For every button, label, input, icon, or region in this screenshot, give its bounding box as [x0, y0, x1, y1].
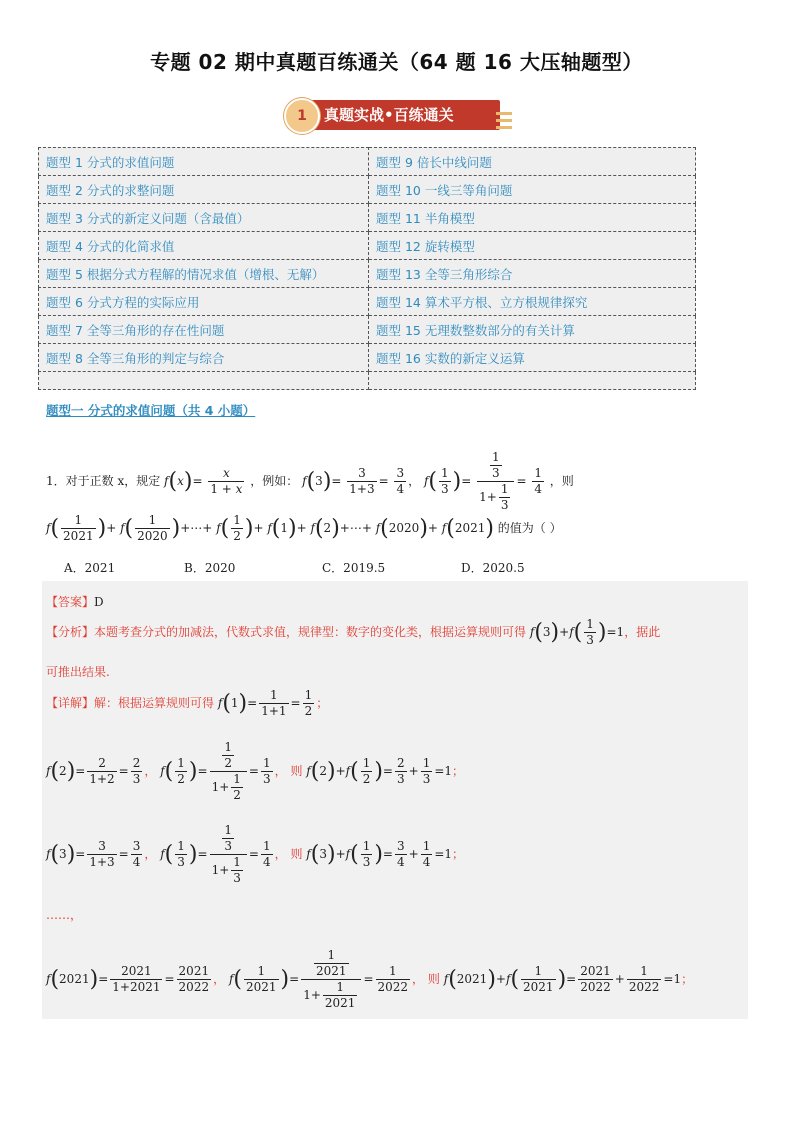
analysis-tag: 【分析】	[46, 625, 95, 639]
topic-cell[interactable]: 题型 9 倍长中线问题	[369, 148, 696, 176]
analysis-line: 【分析】本题考查分式的加减法，代数式求值，规律型：数字的变化类，根据运算规则可得 f(3)+f( $\frac{1}{3}$ )=1，据此	[46, 617, 661, 647]
topic-cell[interactable]: 题型 8 全等三角形的判定与综合	[39, 344, 369, 372]
option-d[interactable]: D．2020.5	[461, 561, 525, 575]
section-banner	[284, 98, 514, 134]
answer-tag: 【答案】	[46, 595, 95, 609]
topic-cell[interactable]: 题型 13 全等三角形综合	[369, 260, 696, 288]
banner-stripe	[496, 112, 512, 115]
then-word: 则	[290, 764, 303, 778]
topic-cell[interactable]: 题型 1 分式的求值问题	[39, 148, 369, 176]
banner-number-badge: 1	[284, 98, 320, 134]
topic-cell[interactable]: 题型 10 一线三等角问题	[369, 176, 696, 204]
option-a[interactable]: A．2021	[64, 561, 116, 575]
topic-cell[interactable]: 题型 5 根据分式方程解的情况求值（增根、无解）	[39, 260, 369, 288]
topic-cell[interactable]: 题型 6 分式方程的实际应用	[39, 288, 369, 316]
topic-cell[interactable]: 题型 7 全等三角形的存在性问题	[39, 316, 369, 344]
answer-value: D	[94, 595, 104, 609]
banner-stripe	[496, 119, 512, 122]
topic-cell[interactable]: 题型 14 算术平方根、立方根规律探究	[369, 288, 696, 316]
then-word: ，则	[549, 474, 574, 488]
topic-cell[interactable]: 题型 11 半角模型	[369, 204, 696, 232]
banner-label: 真题实战•百练通关	[324, 106, 454, 124]
topic-cell[interactable]: 题型 15 无理数整数部分的有关计算	[369, 316, 696, 344]
topic-cell[interactable]: 题型 4 分式的化简求值	[39, 232, 369, 260]
page-title: 专题 02 期中真题百练通关（64 题 16 大压轴题型）	[150, 50, 643, 74]
banner-stripe	[496, 126, 512, 129]
detail-tag: 【详解】	[46, 696, 95, 710]
topic-cell[interactable]: 题型 2 分式的求整问题	[39, 176, 369, 204]
answer-line	[46, 593, 104, 610]
option-c[interactable]: C．2019.5	[322, 561, 386, 575]
topic-cell[interactable]: 题型 3 分式的新定义问题（含最值）	[39, 204, 369, 232]
option-b[interactable]: B．2020	[184, 561, 236, 575]
topic-cell	[369, 372, 696, 390]
topic-table	[38, 147, 696, 390]
question-intro: 1．对于正数 x，规定	[46, 474, 161, 488]
detail-line: 【详解】解：根据运算规则可得 f(1)= $\frac{1}{1+1}$ = $\frac{1}{2}$ ；	[46, 688, 329, 718]
detail-text: 解：根据运算规则可得	[94, 696, 215, 710]
analysis-line-2: 可推出结果.	[46, 665, 110, 679]
then-word: 则	[290, 847, 303, 861]
value-phrase: 的值为（ ）	[497, 521, 562, 535]
question-line-1: 1．对于正数 x，规定 f(x)= $\frac{x}{1 + x}$ ，例如： f(3)= $\frac{3}{1+3}$ = $\frac{3}{4}$ ， f( $\frac{1}{3}$ )= $\frac{1}{3}$ 1+ $\frac{1}{3}$ = $\frac{1}{4}$ ，则	[46, 450, 574, 512]
example-word: ，例如：	[250, 474, 299, 488]
section-heading-link[interactable]: 题型一 分式的求值问题（共 4 小题）	[46, 403, 256, 418]
topic-cell	[39, 372, 369, 390]
ellipsis-line: ……，	[46, 908, 83, 922]
analysis-text: 本题考查分式的加减法，代数式求值，规律型：数字的变化类，根据运算规则可得	[94, 625, 527, 639]
analysis-tail: ，据此	[624, 625, 661, 639]
detail-f2-line: f(2)= $\frac{2}{1+2}$ = $\frac{2}{3}$ ， f( $\frac{1}{2}$ )= $\frac{1}{2}$ 1+ $\frac{1}{2}$ = $\frac{1}{3}$ ， 则 f(2)+f( $\frac{1}{2}$ )= $\frac{2}{3}$ + $\frac{1}{3}$ =1；	[46, 740, 465, 802]
topic-cell[interactable]: 题型 16 实数的新定义运算	[369, 344, 696, 372]
detail-f3-line: f(3)= $\frac{3}{1+3}$ = $\frac{3}{4}$ ， f( $\frac{1}{3}$ )= $\frac{1}{3}$ 1+ $\frac{1}{3}$ = $\frac{1}{4}$ ， 则 f(3)+f( $\frac{1}{3}$ )= $\frac{3}{4}$ + $\frac{1}{4}$ =1；	[46, 823, 465, 885]
detail-f2021-line: f(2021)= $\frac{2021}{1+2021}$ = $\frac{2021}{2022}$ ， f( $\frac{1}{2021}$ )= $\frac{1}{2021}$ 1+ $\frac{1}{2021}$ = $\frac{1}{2022}$ ， 则 f(2021)+f( $\frac{1}{2021}$ )= $\frac{2021}{2022}$ + $\frac{1}{2022}$ =1；	[46, 948, 694, 1010]
then-word: 则	[427, 972, 440, 986]
question-line-2: f( $\frac{1}{2021}$ )+ f( $\frac{1}{2020}$ )+⋯+ f( $\frac{1}{2}$ )+ f(1)+ f(2)+⋯+ f(2020)+ f(2021) 的值为（ ）	[46, 513, 562, 543]
topic-cell[interactable]: 题型 12 旋转模型	[369, 232, 696, 260]
